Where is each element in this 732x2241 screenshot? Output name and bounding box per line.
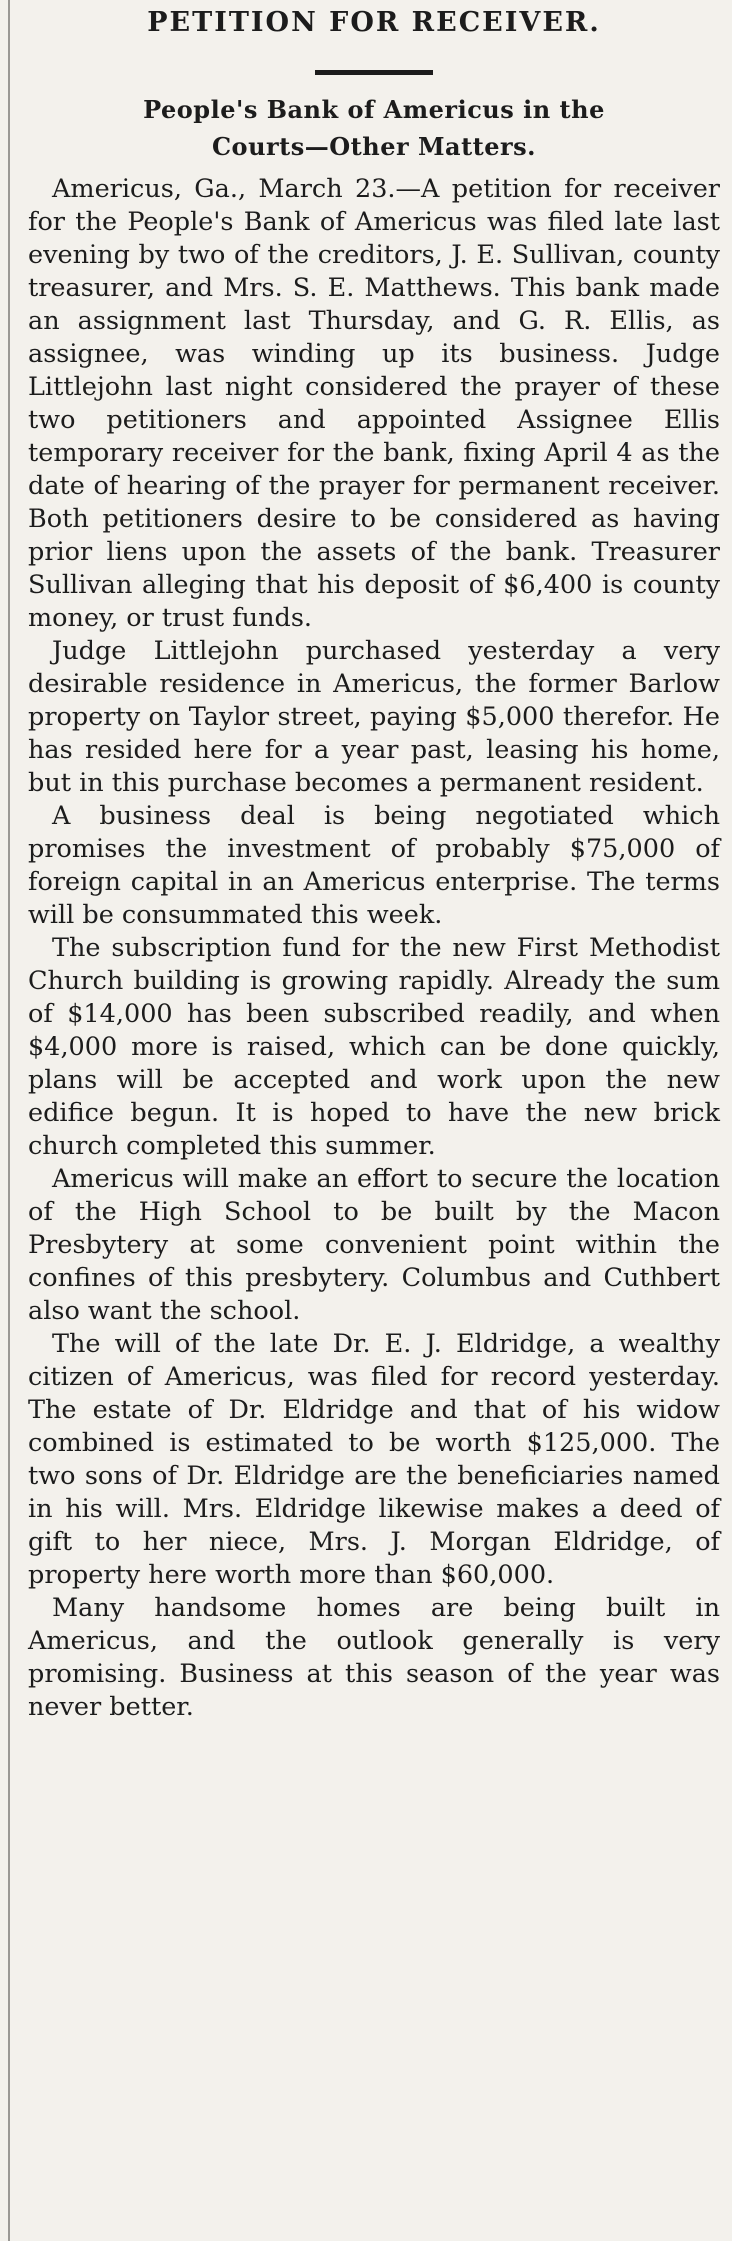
paragraph-residence: Judge Littlejohn purchased yesterday a very desirable residence in Americus, the former Barlow property on Taylor street, paying $5,000 therefor. He has resided here for a year past, leasing his home, but in this purchase becomes a permanent resident. xyxy=(28,636,720,798)
paragraph-will: The will of the late Dr. E. J. Eldridge, a wealthy citizen of Americus, was filed for record yesterday. The estate of Dr. Eldridge and that of his widow combined is estimated to be worth $125,000. The two sons of Dr. Eldridge are the beneficiaries named in his will. Mrs. Eldridge likewise makes a deed of gift to her niece, Mrs. J. Morgan Eldridge, of property here worth more than $60,000. xyxy=(28,1329,720,1590)
paragraph-business-deal: A business deal is being negotiated which promises the investment of probably $75,000 of foreign capital in an Americus enterprise. The terms will be consummated this week. xyxy=(28,801,720,930)
paragraph-high-school: Americus will make an effort to secure the location of the High School to be built by the Macon Presbytery at some convenient point within the confines of this presbytery. Columbus and Cuthbert also want the school. xyxy=(28,1164,720,1326)
subheadline-line-2: Courts—Other Matters. xyxy=(211,132,537,161)
subheadline-line-1: People's Bank of Americus in the xyxy=(143,95,605,124)
subheadline xyxy=(28,91,720,165)
paragraph-petition: Americus, Ga., March 23.—A petition for receiver for the People's Bank of Americus was filed late last evening by two of the creditors, J. E. Sullivan, county treasurer, and Mrs. S. E. Matthews. This bank made an assignment last Thursday, and G. R. Ellis, as assignee, was winding up its business. Judge Littlejohn last night considered the prayer of these two petitioners and appointed Assignee Ellis temporary receiver for the bank, fixing April 4 as the date of hearing of the prayer for permanent receiver. Both petitioners desire to be considered as having prior liens upon the assets of the bank. Treasurer Sullivan alleging that his deposit of $6,400 is county money, or trust funds. xyxy=(28,174,720,633)
paragraph-church-fund: The subscription fund for the new First Methodist Church building is growing rapidly. Already the sum of $14,000 has been subscribed readily, and when $4,000 more is raised, which can be done quickly, plans will be accepted and work upon the new edifice begun. It is hoped to have the new brick church completed this summer. xyxy=(28,933,720,1161)
column-rule xyxy=(8,0,10,2241)
article-body xyxy=(28,173,720,1724)
headline-divider xyxy=(315,70,433,75)
headline: PETITION FOR RECEIVER. xyxy=(147,7,601,38)
paragraph-outlook: Many handsome homes are being built in Americus, and the outlook generally is very promising. Business at this season of the year was never better. xyxy=(28,1593,720,1722)
